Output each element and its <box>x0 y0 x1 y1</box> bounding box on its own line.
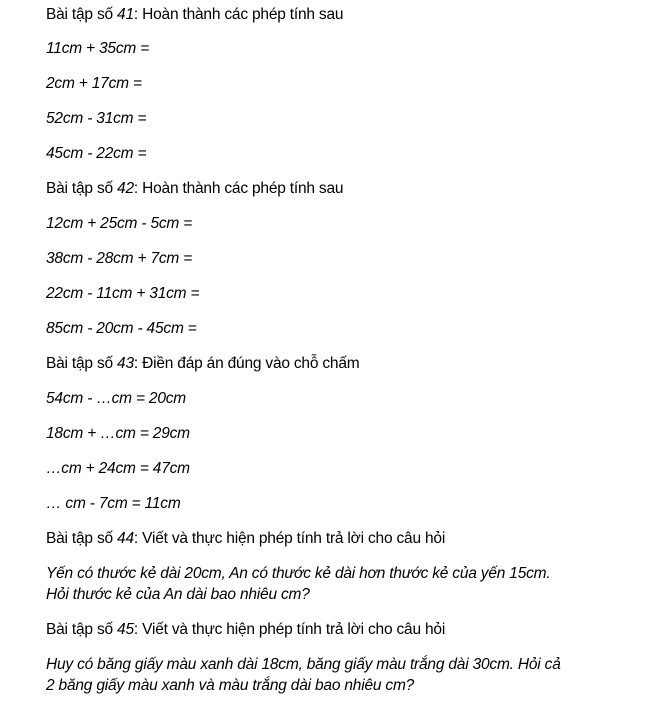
problem-line: Huy có băng giấy màu xanh dài 18cm, băng giấy màu trắng dài 30cm. Hỏi cả <box>46 656 561 673</box>
exercise-45-heading <box>46 621 445 639</box>
exercise-item: 11cm + 35cm = <box>46 40 150 57</box>
heading-text: : Viết và thực hiện phép tính trả lời cho câu hỏi <box>133 530 446 547</box>
heading-text: : Hoàn thành các phép tính sau <box>133 6 344 23</box>
exercise-43-heading <box>46 355 360 373</box>
exercise-item: 54cm - …cm = 20cm <box>46 390 187 407</box>
heading-text: : Hoàn thành các phép tính sau <box>133 180 344 197</box>
exercise-item: 52cm - 31cm = <box>46 110 147 127</box>
heading-number: 42 <box>117 180 134 197</box>
exercise-41-heading <box>46 6 343 24</box>
exercise-item: 85cm - 20cm - 45cm = <box>46 320 197 337</box>
heading-text: : Điền đáp án đúng vào chỗ chấm <box>133 355 360 372</box>
heading-prefix: Bài tập số <box>46 355 118 372</box>
exercise-item: 2cm + 17cm = <box>46 75 142 92</box>
heading-prefix: Bài tập số <box>46 621 118 638</box>
heading-prefix: Bài tập số <box>46 180 118 197</box>
exercise-44-heading <box>46 530 445 548</box>
heading-number: 43 <box>117 355 134 372</box>
heading-prefix: Bài tập số <box>46 6 118 23</box>
problem-line: Hỏi thước kẻ của An dài bao nhiêu cm? <box>46 586 310 603</box>
exercise-item: 22cm - 11cm + 31cm = <box>46 285 200 302</box>
heading-number: 41 <box>117 6 134 23</box>
heading-prefix: Bài tập số <box>46 530 118 547</box>
heading-number: 44 <box>117 530 134 547</box>
heading-text: : Viết và thực hiện phép tính trả lời cho câu hỏi <box>133 621 446 638</box>
exercise-item: 38cm - 28cm + 7cm = <box>46 250 193 267</box>
exercise-item: … cm - 7cm = 11cm <box>46 495 181 512</box>
problem-line: 2 băng giấy màu xanh và màu trắng dài bao nhiêu cm? <box>46 677 415 694</box>
problem-line: Yến có thước kẻ dài 20cm, An có thước kẻ dài hơn thước kẻ của yến 15cm. <box>46 565 551 582</box>
exercise-item: 18cm + …cm = 29cm <box>46 425 190 442</box>
exercise-item: 45cm - 22cm = <box>46 145 147 162</box>
heading-number: 45 <box>117 621 134 638</box>
exercise-item: 12cm + 25cm - 5cm = <box>46 215 193 232</box>
exercise-item: …cm + 24cm = 47cm <box>46 460 190 477</box>
exercise-42-heading <box>46 180 343 198</box>
